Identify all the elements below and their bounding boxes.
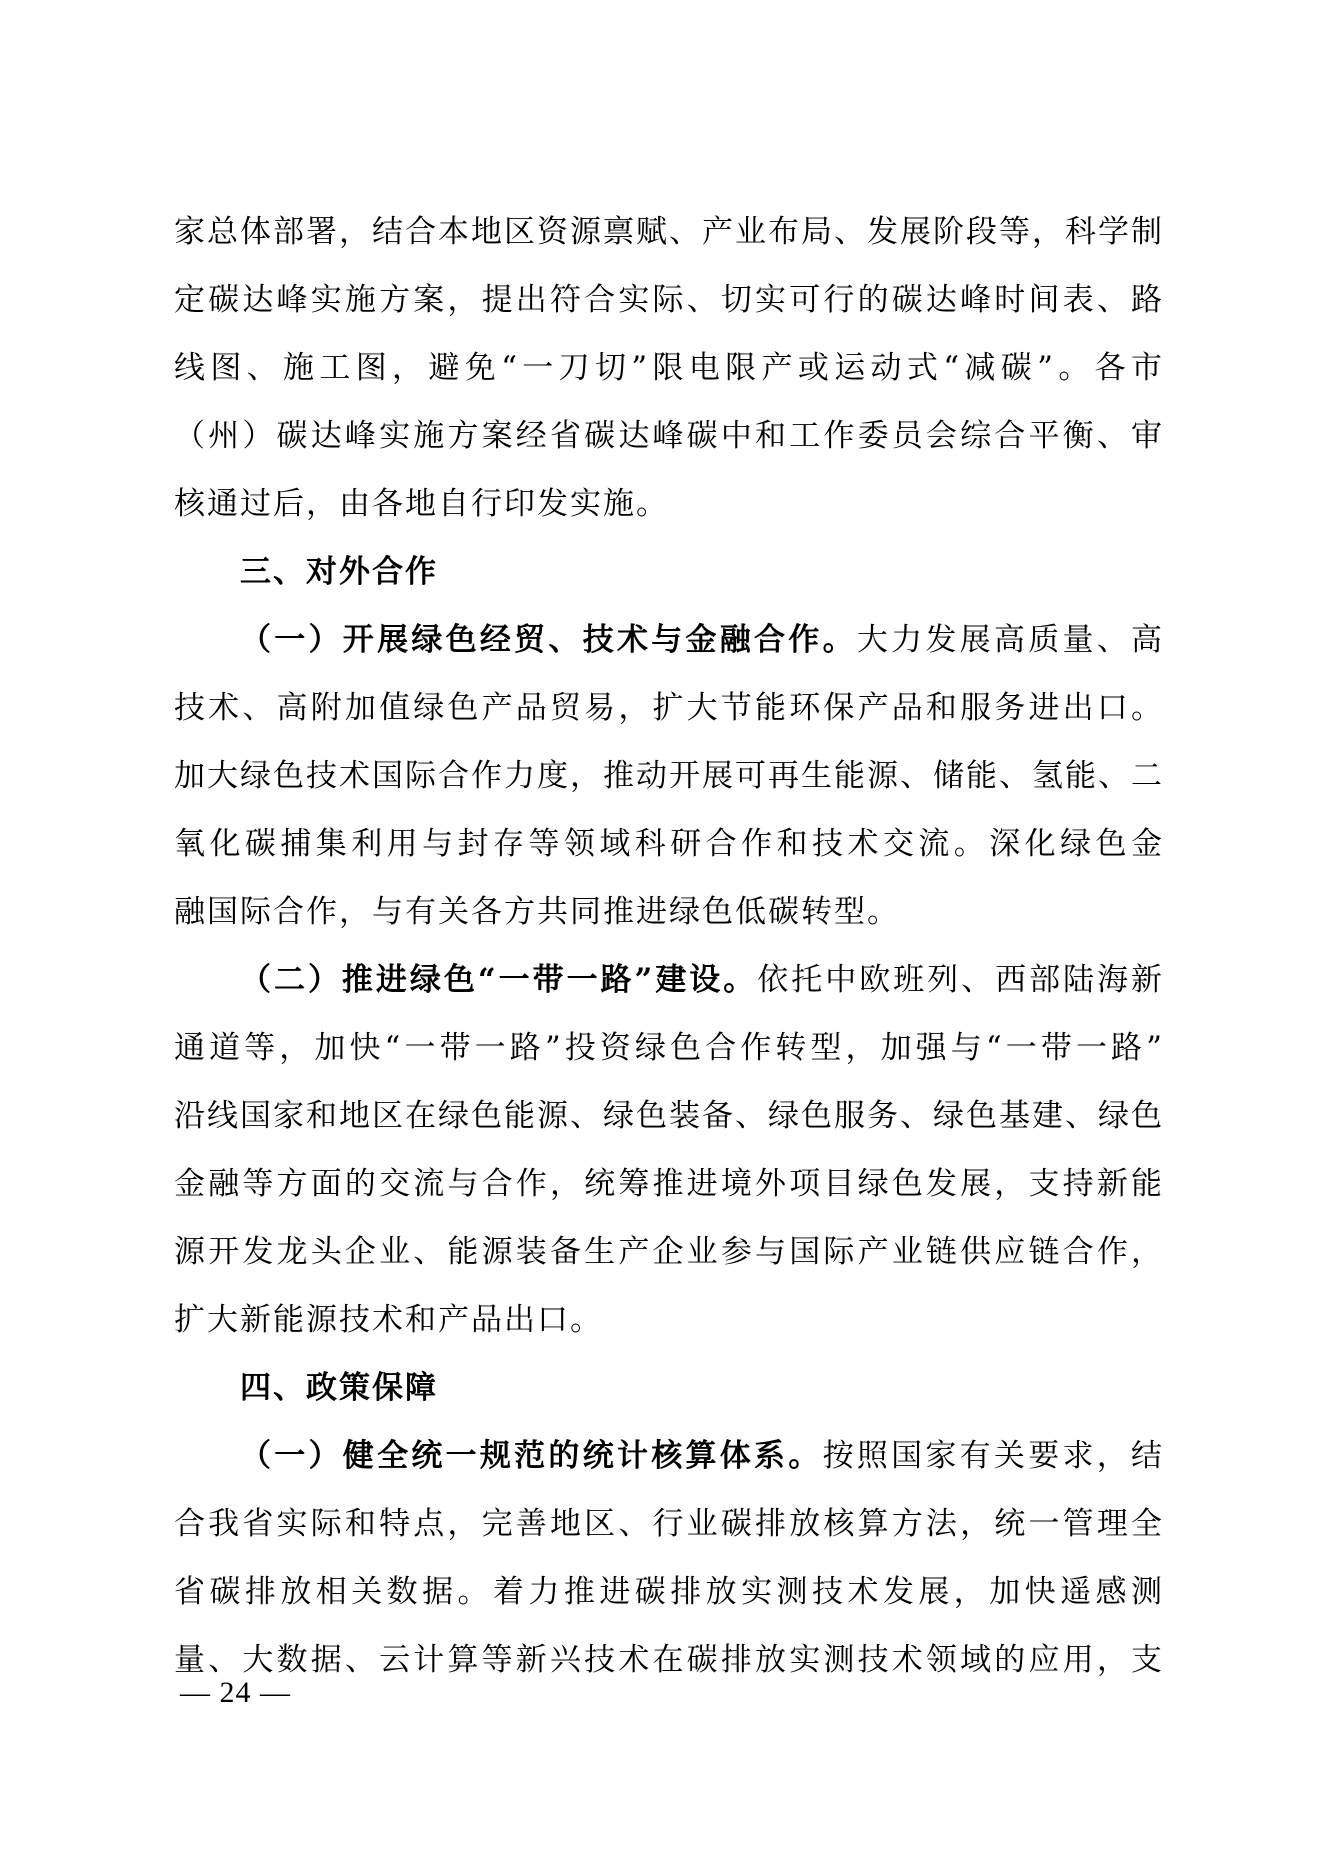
paragraph-line: 省碳排放相关数据。着力推进碳排放实测技术发展，加快遥感测 — [174, 1574, 1164, 1610]
paragraph-text: 大力发展高质量、高 — [856, 622, 1165, 658]
paragraph-line: 家总体部署，结合本地区资源禀赋、产业布局、发展阶段等，科学制 — [174, 214, 1164, 250]
paragraph-line: （州）碳达峰实施方案经省碳达峰碳中和工作委员会综合平衡、审 — [174, 418, 1164, 454]
paragraph-line: 扩大新能源技术和产品出口。 — [174, 1302, 603, 1338]
paragraph-line: 加大绿色技术国际合作力度，推动开展可再生能源、储能、氢能、二 — [174, 758, 1164, 794]
paragraph-line — [174, 606, 1164, 674]
page-number: — 24 — — [180, 1676, 291, 1709]
paragraph-line: 氧化碳捕集利用与封存等领域科研合作和技术交流。深化绿色金 — [174, 826, 1164, 862]
paragraph-line: 融国际合作，与有关各方共同推进绿色低碳转型。 — [174, 894, 900, 930]
paragraph-line: 量、大数据、云计算等新兴技术在碳排放实测技术领域的应用，支 — [174, 1642, 1164, 1678]
paragraph-line: 沿线国家和地区在绿色能源、绿色装备、绿色服务、绿色基建、绿色 — [174, 1098, 1164, 1134]
subsection-title: （一）开展绿色经贸、技术与金融合作。 — [240, 622, 857, 658]
document-body — [174, 198, 1164, 1694]
paragraph-text: 按照国家有关要求，结 — [822, 1438, 1165, 1474]
paragraph-line: 合我省实际和特点，完善地区、行业碳排放核算方法，统一管理全 — [174, 1506, 1164, 1542]
subsection-title: （二）推进绿色“一带一路”建设。 — [240, 962, 758, 998]
paragraph-text: 依托中欧班列、西部陆海新 — [757, 962, 1164, 998]
section-heading: 四、政策保障 — [240, 1370, 438, 1406]
paragraph-line: 核通过后，由各地自行印发实施。 — [174, 486, 669, 522]
paragraph-line — [174, 946, 1164, 1014]
paragraph-line: 线图、施工图，避免“一刀切”限电限产或运动式“减碳”。各市 — [174, 350, 1164, 386]
section-heading: 三、对外合作 — [240, 554, 438, 590]
paragraph-line: 金融等方面的交流与合作，统筹推进境外项目绿色发展，支持新能 — [174, 1166, 1164, 1202]
paragraph-line: 源开发龙头企业、能源装备生产企业参与国际产业链供应链合作， — [174, 1234, 1164, 1270]
paragraph-line — [174, 1422, 1164, 1490]
subsection-title: （一）健全统一规范的统计核算体系。 — [240, 1438, 823, 1474]
paragraph-line: 技术、高附加值绿色产品贸易，扩大节能环保产品和服务进出口。 — [174, 690, 1164, 726]
paragraph-line: 定碳达峰实施方案，提出符合实际、切实可行的碳达峰时间表、路 — [174, 282, 1164, 318]
paragraph-line: 通道等，加快“一带一路”投资绿色合作转型，加强与“一带一路” — [174, 1030, 1164, 1066]
